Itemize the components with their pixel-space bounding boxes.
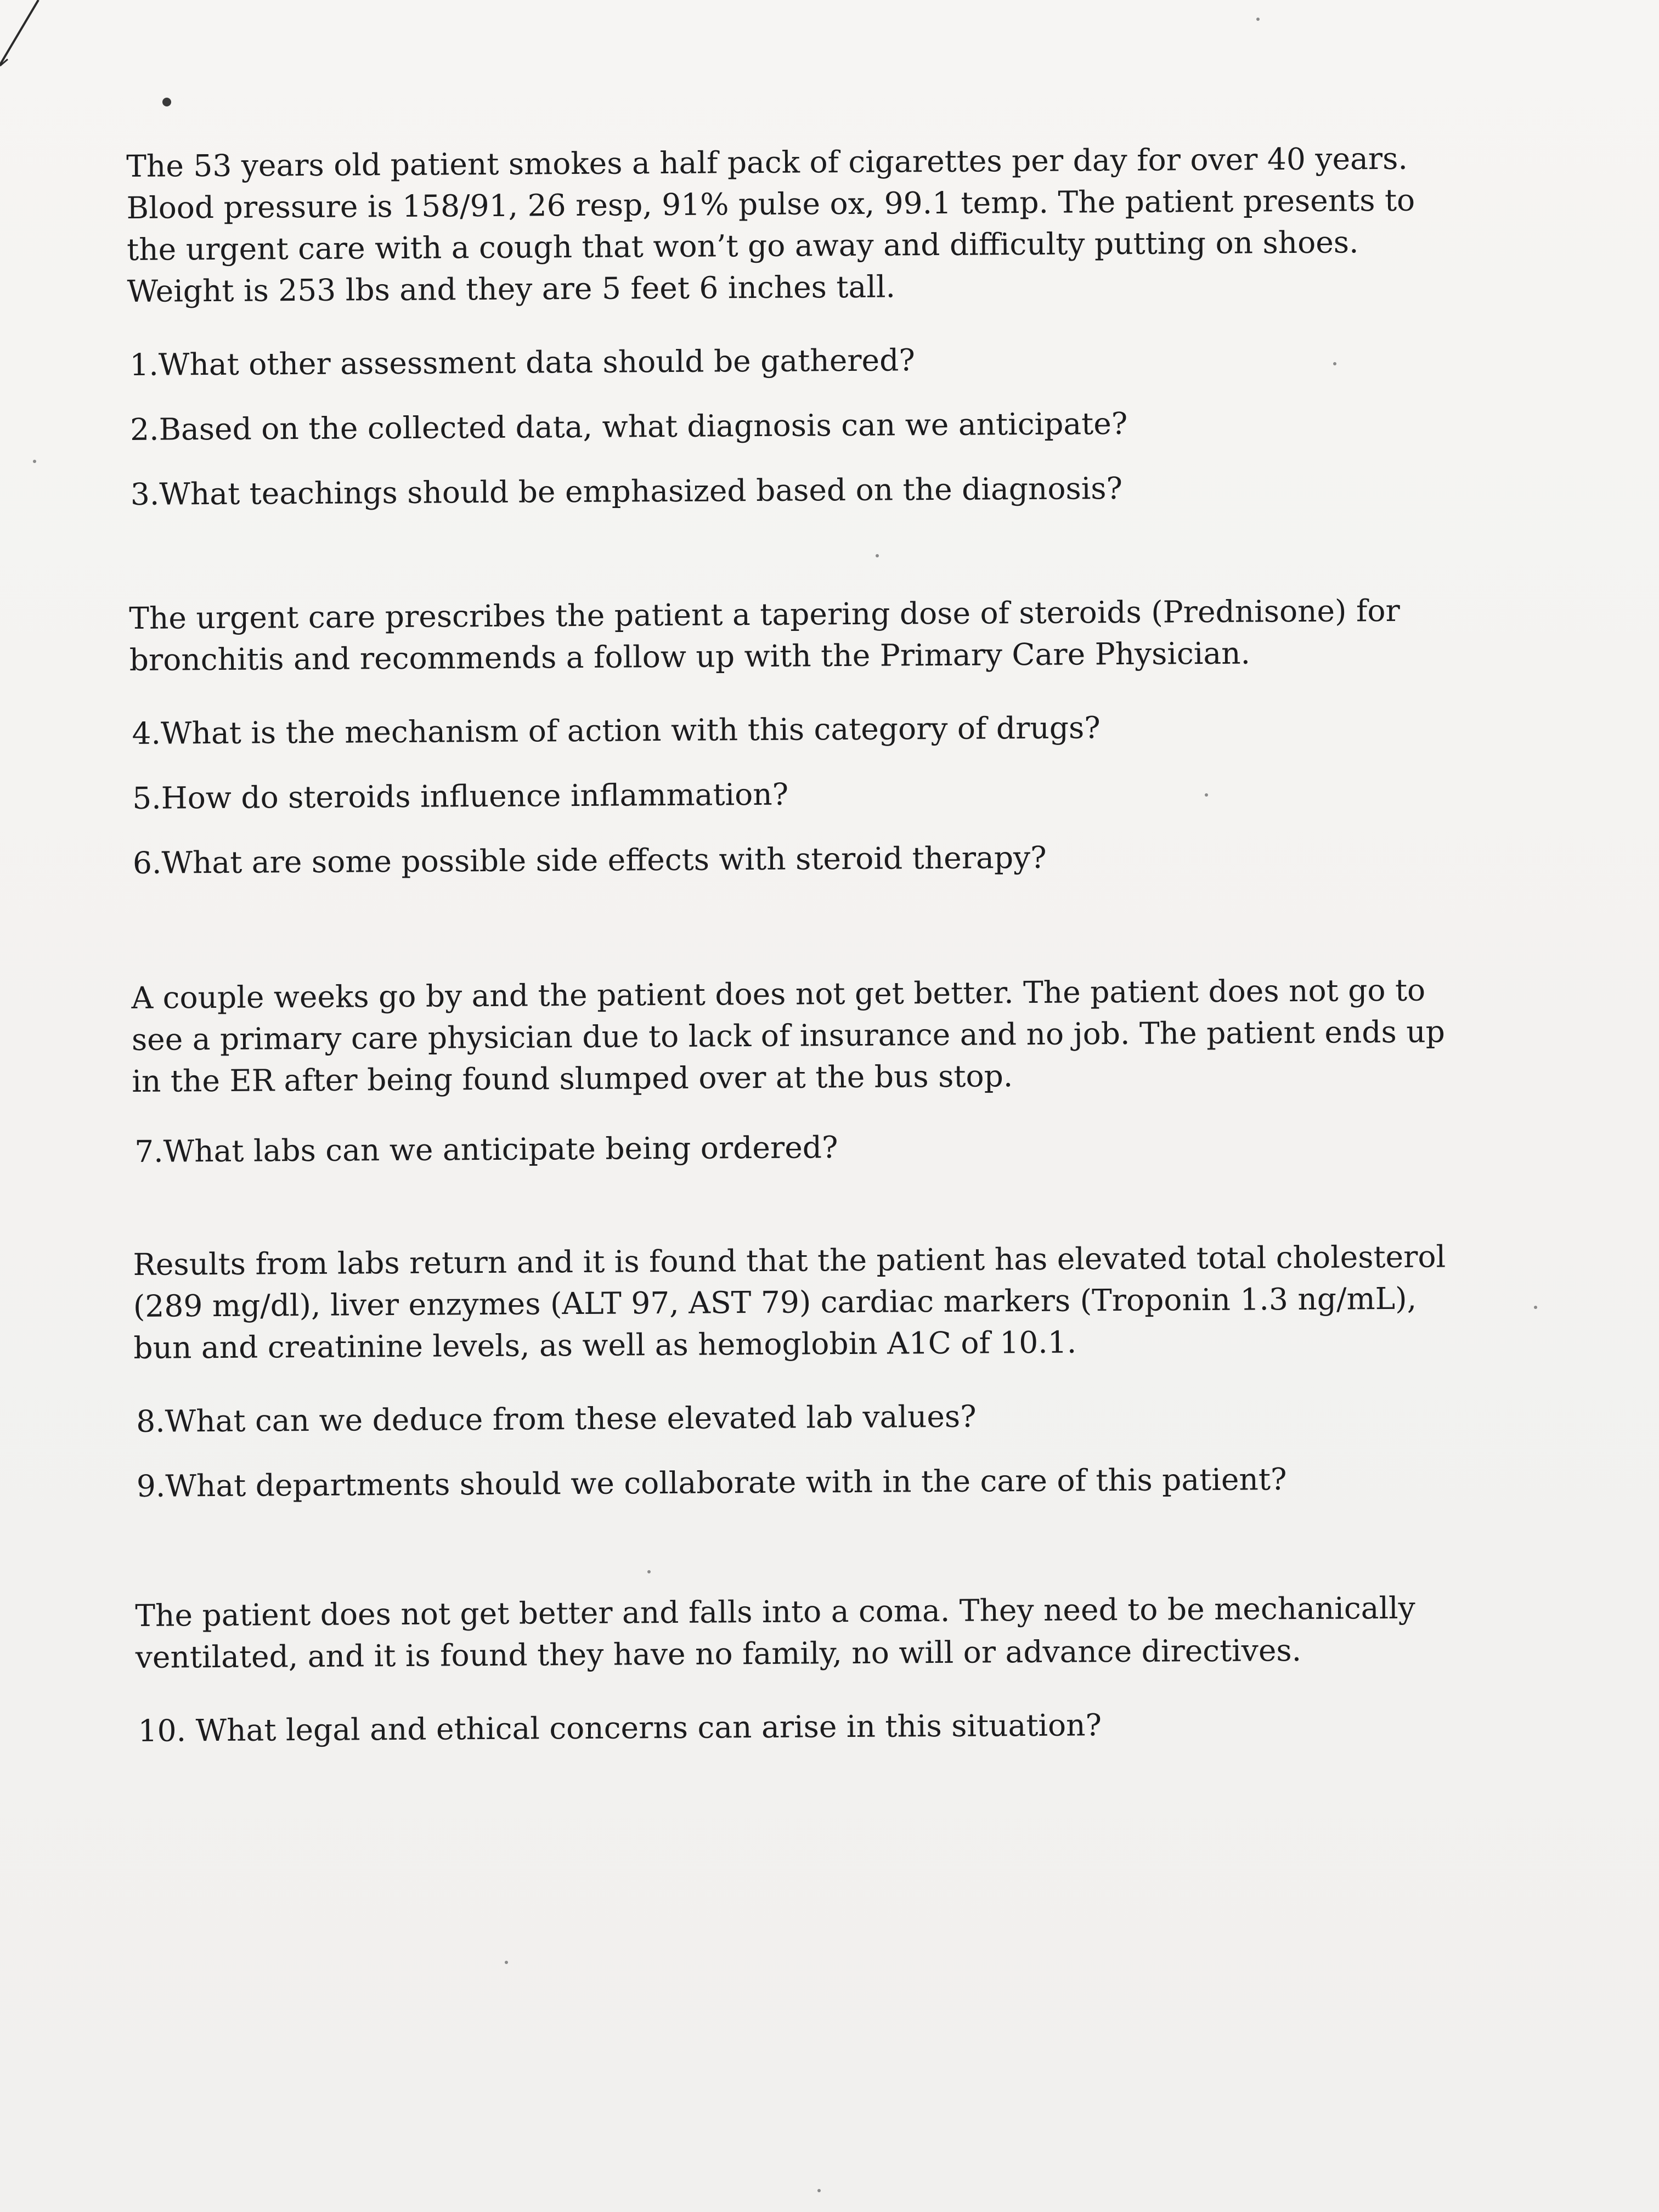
question-7: 7.What labs can we anticipate being ordered? <box>134 1130 838 1169</box>
pen-mark <box>0 0 77 77</box>
case-section-3 <box>131 969 1460 1172</box>
question-10: 10. What legal and ethical concerns can arise in this situation? <box>138 1707 1102 1748</box>
question-4: 4.What is the mechanism of action with this category of drugs? <box>132 710 1101 751</box>
case-section-4 <box>133 1235 1462 1507</box>
paper-speck <box>162 98 171 106</box>
question-2: 2.Based on the collected data, what diagnosis can we anticipate? <box>129 405 1128 447</box>
case-section-1 <box>126 137 1456 515</box>
paper-speck <box>1256 18 1260 21</box>
paper-speck <box>33 460 36 463</box>
case-section-2 <box>129 589 1458 884</box>
paper-speck <box>505 1961 508 1964</box>
question-3: 3.What teachings should be emphasized based on the diagnosis? <box>130 470 1123 512</box>
question-6: 6.What are some possible side effects with steroid therapy? <box>132 839 1047 881</box>
paper-speck <box>1534 1306 1537 1309</box>
scenario-text: The urgent care prescribes the patient a tapering dose of steroids (Prednisone) for bronchitis and recommends a follow up with the Primary Care Physician. <box>129 592 1400 678</box>
question-1: 1.What other assessment data should be gathered? <box>129 342 916 382</box>
worksheet-body <box>126 137 1464 1752</box>
question-9: 9.What departments should we collaborate with in the care of this patient? <box>136 1462 1287 1504</box>
scenario-text: The 53 years old patient smokes a half pack of cigarettes per day for over 40 years. Blood pressure is 158/91, 26 resp, 91% pulse ox, 99.1 temp. The patient presents to the urgent care with a cough that won’t go away and difficulty putting on shoes. Weight is 253 lbs and they are 5 feet 6 inches tall. <box>126 140 1415 309</box>
question-5: 5.How do steroids influence inflammation? <box>132 776 789 816</box>
section-spacer <box>131 876 1459 977</box>
paper-speck <box>817 2189 821 2192</box>
question-8: 8.What can we deduce from these elevated lab values? <box>136 1398 977 1439</box>
section-spacer <box>134 1499 1463 1595</box>
scenario-text: A couple weeks go by and the patient does not get better. The patient does not go to see a primary care physician due to lack of insurance and no job. The patient ends up in the ER after being found slumped over at the bus stop. <box>131 972 1446 1099</box>
case-section-5 <box>135 1587 1464 1752</box>
scenario-text: The patient does not get better and falls into a coma. They need to be mechanically ventilated, and it is found they have no family, no will or advance directives. <box>135 1590 1415 1675</box>
section-spacer <box>128 507 1457 597</box>
section-spacer <box>132 1164 1460 1244</box>
scenario-text: Results from labs return and it is found that the patient has elevated total cholesterol (289 mg/dl), liver enzymes (ALT 97, AST 79) cardiac markers (Troponin 1.3 ng/mL), bun and creatinine levels, as well as hemoglobin A1C of 10.1. <box>133 1239 1446 1365</box>
